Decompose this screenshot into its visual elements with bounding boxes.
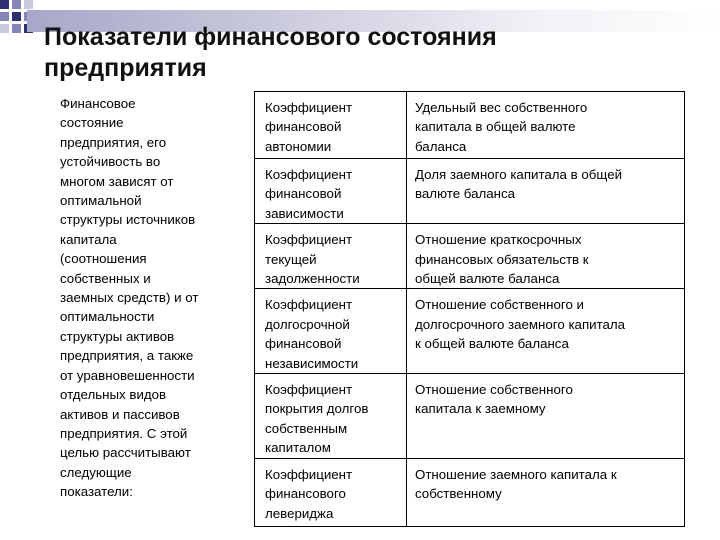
indicator-name: Коэффициент финансовой автономии <box>255 92 407 159</box>
table-row <box>255 289 685 374</box>
table-row <box>255 92 685 159</box>
indicator-definition: Отношение собственного капитала к заемному <box>407 374 685 459</box>
indicator-name: Коэффициент текущей задолженности <box>255 224 407 289</box>
indicator-name: Коэффициент финансового левериджа <box>255 458 407 526</box>
indicator-name: Коэффициент долгосрочной финансовой независимости <box>255 289 407 374</box>
indicator-definition: Отношение собственного и долгосрочного заемного капитала к общей валюте баланса <box>407 289 685 374</box>
intro-paragraph: Финансовое состояние предприятия, его устойчивость во многом зависят от оптимальной структуры источников капитала (соотношения собственных и заемных средств) и от оптимальности структуры активов предприятия, а также от уравновешенности отдельных видов активов и пассивов предприятия. С этой целью рассчитывают следующие показатели: <box>60 96 199 500</box>
indicator-definition: Удельный вес собственного капитала в общей валюте баланса <box>407 92 685 159</box>
indicator-name: Коэффициент покрытия долгов собственным капиталом <box>255 374 407 459</box>
table-row <box>255 374 685 459</box>
table-row <box>255 159 685 224</box>
indicator-name: Коэффициент финансовой зависимости <box>255 159 407 224</box>
slide-title: Показатели финансового состояния предприятия <box>44 23 497 82</box>
indicator-definition: Отношение заемного капитала к собственному <box>407 458 685 526</box>
indicators-table <box>254 91 685 527</box>
table-row <box>255 224 685 289</box>
indicator-definition: Доля заемного капитала в общей валюте баланса <box>407 159 685 224</box>
table-row <box>255 458 685 526</box>
indicator-definition: Отношение краткосрочных финансовых обязательств к общей валюте баланса <box>407 224 685 289</box>
